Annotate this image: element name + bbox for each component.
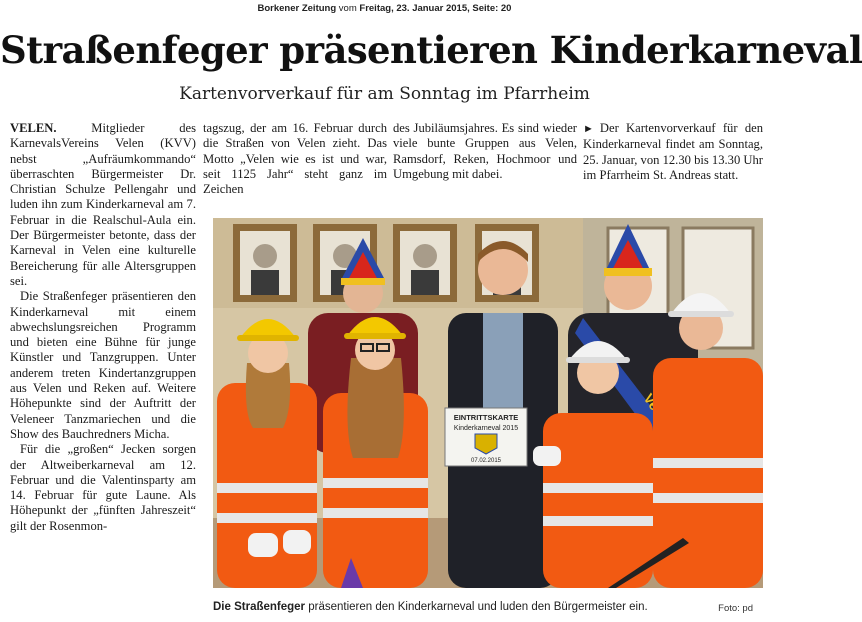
photo-caption	[213, 601, 763, 613]
ticket-title: EINTRITTSKARTE	[453, 413, 519, 422]
article-paragraph-3-part-1: Für die „großen“ Jecken sorgen der Altweiberkarneval am 12. Februar und die Valentinsparty am 14. Februar für gute Laune. Als Höhepunkt der „fünften Jahreszeit“ gilt der Rosenmon-	[10, 442, 196, 533]
article-paragraph-3-part-3: des Jubiläumsjahres. Es sind wieder viele bunte Gruppen aus Velen, Ramsdorf, Reken, Hochmoor und Umgebung mit dabei.	[393, 121, 577, 181]
info-box-text	[583, 121, 763, 183]
headline: Straßenfeger präsentieren Kinderkarneval	[0, 28, 862, 72]
source-line	[0, 3, 769, 14]
source-mid: vom	[336, 3, 360, 14]
ticket-presale-text: Der Kartenvorverkauf für den Kinderkarneval findet am Sonntag, 25. Januar, von 12.30 bis 13.30 Uhr im Pfarrheim St. Andreas statt.	[583, 121, 763, 182]
article-column-1	[10, 121, 196, 534]
article-column-2	[203, 121, 387, 197]
ticket-card	[445, 408, 527, 466]
photo-illustration	[213, 218, 763, 588]
source-date: Freitag, 23. Januar 2015, Seite: 20	[359, 3, 512, 14]
article-paragraph-1	[10, 121, 196, 289]
ticket-event: Kinderkarneval 2015	[453, 425, 519, 432]
ticket-date: 07.02.2015	[470, 458, 502, 464]
article-photo	[213, 218, 763, 588]
caption-text: präsentieren den Kinderkarneval und luden den Bürgermeister ein.	[305, 601, 648, 613]
article-column-3	[393, 121, 577, 182]
info-box	[583, 121, 763, 183]
article-paragraph-3-part-2: tagszug, der am 16. Februar durch die Straßen von Velen zieht. Das Motto „Velen wie es ist und war, seit 1125 Jahr“ steht ganz im Zeichen	[203, 121, 387, 197]
subheadline: Kartenvorverkauf für am Sonntag im Pfarrheim	[179, 84, 590, 104]
photo-credit: Foto: pd	[718, 603, 753, 614]
source-paper: Borkener Zeitung	[257, 3, 337, 14]
dateline: VELEN.	[10, 121, 57, 135]
arrow-icon: ►	[583, 123, 594, 135]
caption-bold: Die Straßenfeger	[213, 601, 306, 613]
paragraph-1-text: Mitglieder des KarnevalsVereins Velen (KVV) nebst „Aufräumkommando“ überraschten Bürgermeister Dr. Christian Schulze Pellengahr und luden ihn zum Kinderkarneval am 7. Februar in die Realschul-Aula ein. Der Bürgermeister betonte, dass der Karneval in Velen eine kulturelle Bereicherung für alle Altersgruppen sei.	[10, 121, 196, 288]
article-paragraph-2: Die Straßenfeger präsentieren den Kinderkarneval mit einem abwechslungsreichen Programm und bieten eine Bühne für junge Künstler und Tanzgruppen. Unter anderem treten Kindertanzgruppen aus Velen und Reken auf. Weitere Höhepunkte sind der Auftritt der Veleneer Tanzmariechen und die Show des Bauchredners Micha.	[10, 289, 196, 441]
